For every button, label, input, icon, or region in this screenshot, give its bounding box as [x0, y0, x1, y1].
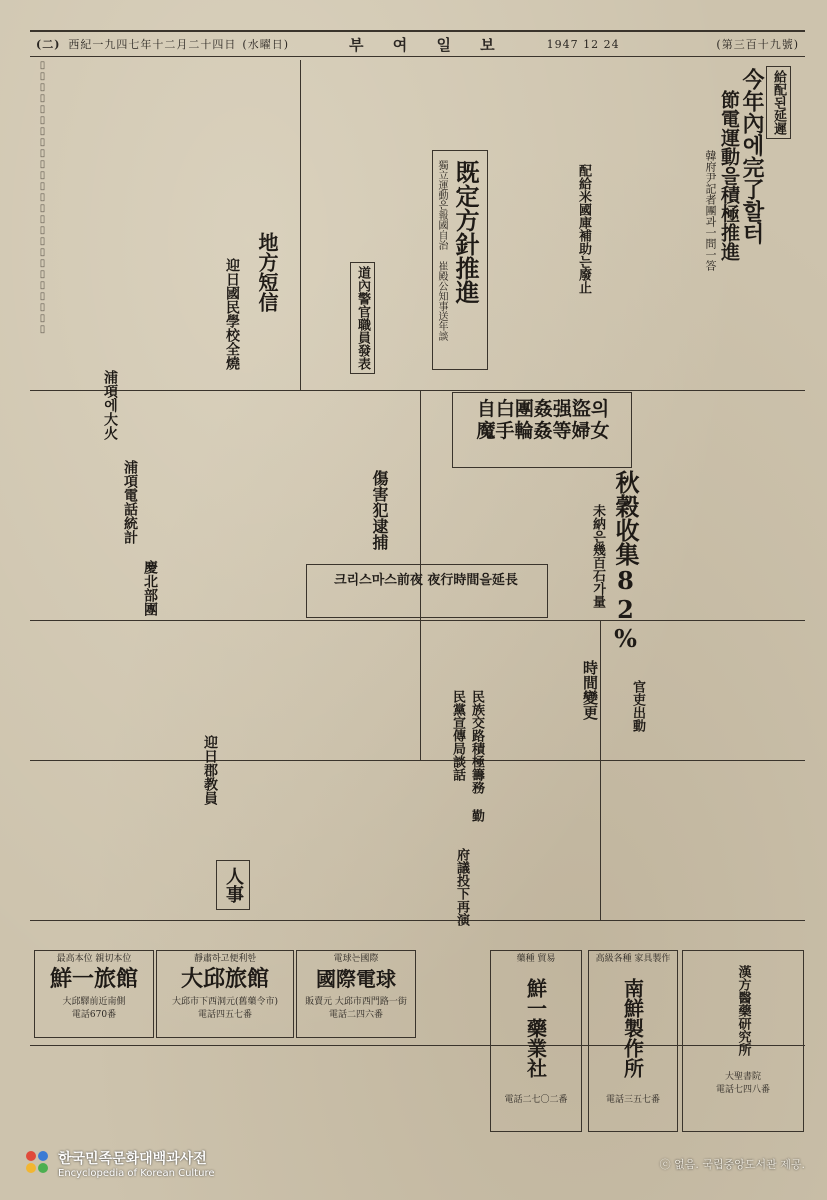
logo-english: Encyclopedia of Korean Culture	[58, 1168, 215, 1179]
main-byline: 韓府尹記者團과一問一答	[704, 150, 717, 271]
school-headline: 迎日國民學校全燒	[224, 258, 240, 370]
harvest-subhead: 未納은幾百石가量	[590, 504, 605, 608]
body-text-block: ▯▯▯▯▯▯▯▯▯▯▯▯▯▯▯▯▯▯▯▯▯▯▯▯▯	[37, 60, 48, 335]
fire-headline: 浦項에大火	[102, 370, 118, 440]
logo-korean: 한국민족문화대백과사전	[58, 1151, 207, 1167]
masthead	[30, 30, 805, 57]
main-headline: 今年內에完了할터	[739, 68, 765, 244]
ad-hanbang: 漢方醫藥研究所 大聖書院 電話七四八番	[682, 950, 804, 1132]
local-headline: 地方短信	[255, 232, 279, 312]
date-numeric: 1947 12 24	[546, 37, 620, 51]
office-headline: 官吏出動	[630, 680, 645, 732]
crime-headline: 自白團姦强盜의魔手輪姦等婦女	[476, 398, 610, 442]
main-subhead: 節電運動을積極推進	[718, 90, 740, 261]
event-headline: 時間變更	[581, 660, 599, 720]
harm-headline: 傷害犯逮捕	[370, 470, 389, 550]
ad-kukje-bulb: 電球는國際 國際電球 販賣元 大邱市西門路一街 電話二四六番	[296, 950, 416, 1038]
image-credit: ⓒ 없음. 국립중앙도서관 제공.	[659, 1158, 805, 1171]
visit-headline: 迎日郡教員	[202, 735, 218, 805]
ad-seonil-pharma: 藥種 貿易 鮮一藥業社 電話二七〇二番	[490, 950, 582, 1132]
main-kicker: 給配된延遲	[766, 66, 791, 139]
policy-subhead: 獨立運動은報國自治 崔殿公知事送年談	[436, 160, 447, 341]
weekday: (水曜日)	[242, 38, 290, 51]
ad-seonil-hotel: 最高本位 親切本位 鮮一旅館 大邱驛前近南側 電話670番	[34, 950, 154, 1038]
bridge-headline: 民族交路積極籌務 勤民黨宣傳局談話	[450, 690, 484, 822]
newspaper-title: 부 여 일 보	[349, 35, 507, 54]
ad-namseon-works: 高級各種 家具製作 南鮮製作所 電話三五七番	[588, 950, 678, 1132]
policy-headline: 既定方針推進	[451, 160, 480, 304]
harvest-headline: 秋穀收集82%	[611, 470, 640, 653]
honor-headline: 慶北部團	[142, 560, 158, 616]
trial-headline: 府議投下再演	[454, 848, 469, 926]
christmas-headline: 크리스마스前夜 夜行時間을延長	[334, 573, 518, 588]
encyclopedia-logo	[26, 1148, 214, 1179]
issue-number: (第三百十九號)	[716, 38, 799, 51]
logo-mark-icon	[26, 1151, 52, 1177]
page-number: (二)	[36, 38, 61, 51]
personnel-headline: 人事	[216, 860, 250, 910]
ad-daegu-hotel: 靜肅하고便利한 大邱旅館 大邱市下西洞元(舊藥令市) 電話四五七番	[156, 950, 294, 1038]
police-headline: 道內警官職員發表	[350, 262, 375, 374]
stats-headline: 浦項電話統計	[122, 460, 138, 544]
date-line: 西紀一九四七年十二月二十四日	[68, 38, 237, 51]
supply-headline: 配給米國庫補助는廢止	[576, 164, 591, 294]
